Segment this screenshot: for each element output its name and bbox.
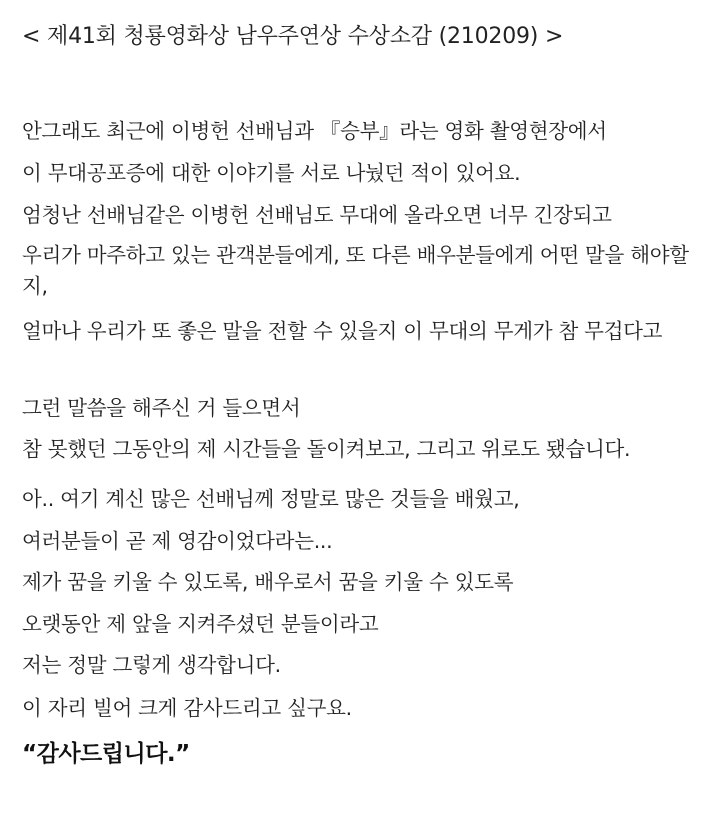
speech-line-9: 여러분들이 곧 제 영감이었다라는... bbox=[22, 529, 333, 553]
closing-thanks: “감사드립니다.” bbox=[22, 741, 190, 767]
speech-line-8: 아.. 여기 계신 많은 선배님께 정말로 많은 것들을 배웠고, bbox=[22, 487, 520, 511]
speech-line-11: 오랫동안 제 앞을 지켜주셨던 분들이라고 bbox=[22, 612, 379, 636]
speech-line-10: 제가 꿈을 키울 수 있도록, 배우로서 꿈을 키울 수 있도록 bbox=[22, 570, 514, 594]
speech-line-4: 우리가 마주하고 있는 관객분들에게, 또 다른 배우분들에게 어떤 말을 해야할지, bbox=[22, 243, 689, 298]
speech-line-6: 그런 말씀을 해주신 거 들으면서 bbox=[22, 396, 301, 420]
speech-line-1: 안그래도 최근에 이병헌 선배님과 『승부』라는 영화 촬영현장에서 bbox=[22, 119, 607, 143]
speech-line-13: 이 자리 빌어 크게 감사드리고 싶구요. bbox=[22, 696, 352, 720]
speech-line-2: 이 무대공포증에 대한 이야기를 서로 나눴던 적이 있어요. bbox=[22, 161, 521, 185]
speech-line-7: 참 못했던 그동안의 제 시간들을 돌이켜보고, 그리고 위로도 됐습니다. bbox=[22, 437, 631, 461]
speech-line-12: 저는 정말 그렇게 생각합니다. bbox=[22, 653, 281, 677]
speech-line-3: 엄청난 선배님같은 이병헌 선배님도 무대에 올라오면 너무 긴장되고 bbox=[22, 203, 612, 227]
document-title: < 제41회 청룡영화상 남우주연상 수상소감 (210209) > bbox=[22, 24, 564, 49]
speech-line-5: 얼마나 우리가 또 좋은 말을 전할 수 있을지 이 무대의 무게가 참 무겁다고 bbox=[22, 319, 663, 343]
